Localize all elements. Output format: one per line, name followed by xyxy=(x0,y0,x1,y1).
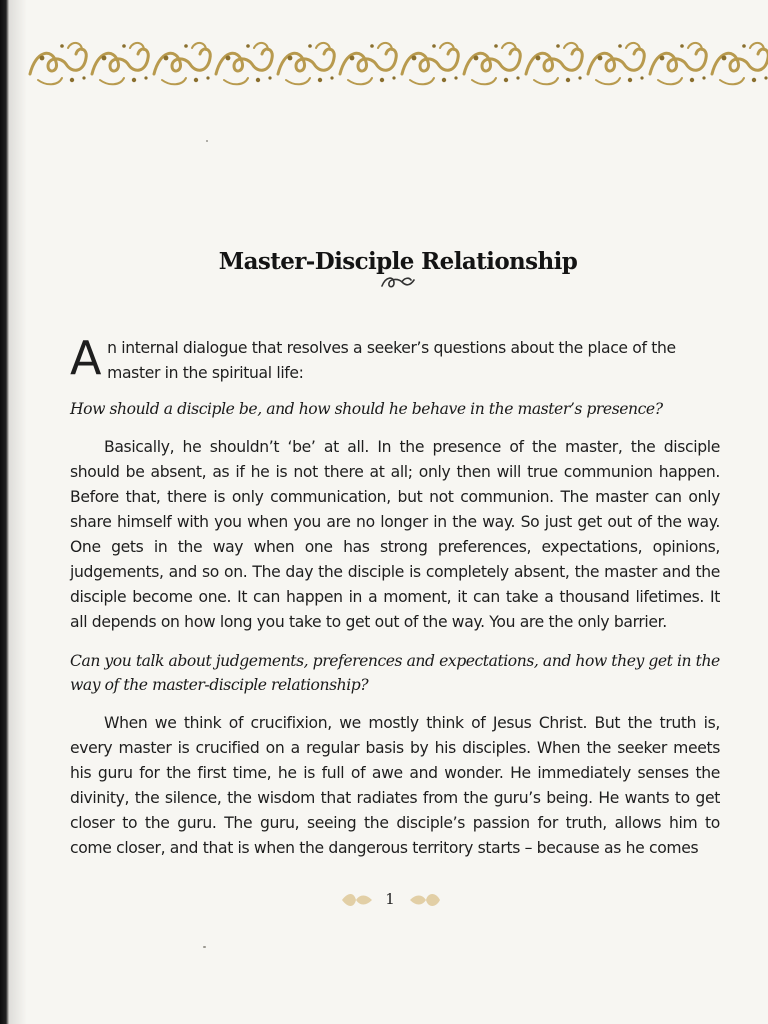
footer-right-ornament-icon xyxy=(408,890,442,910)
answer-2: When we think of crucifixion, we mostly think of Jesus Christ. But the truth is, every master is crucified on a regular basis by his disciples. When the seeker meets his guru for the first time, he is full of awe and wonder. He immediately senses the divinity, the silence, the wisdom that radiates from the guru’s being. He wants to get closer to the guru. The guru, seeing the disciple’s passion for truth, allows him to come closer, and that is when the dangerous territory starts – because as he comes xyxy=(70,714,720,857)
drop-cap: A xyxy=(70,331,102,385)
page-number: 1 xyxy=(385,890,395,908)
question-block xyxy=(70,649,720,697)
flourish-ornament-icon xyxy=(378,274,418,292)
page-gutter-shadow xyxy=(9,0,27,1024)
answer-block xyxy=(70,711,720,861)
intro-text: n internal dialogue that resolves a seeker’s questions about the place of the master in the spiritual life: xyxy=(107,339,676,382)
paper-speck xyxy=(203,946,206,948)
page-title: Master-Disciple Relationship xyxy=(218,248,578,276)
answer-block xyxy=(70,435,720,635)
intro-paragraph xyxy=(70,331,720,386)
answer-1: Basically, he shouldn’t ‘be’ at all. In the presence of the master, the disciple should be absent, as if he is not there at all; only then will true communion happen. Before that, there is only communication, but not communion. The master can only share himself with you when you are no longer in the way. So just get out of the way. One gets in the way when one has strong preferences, expectations, opinions, judgements, and so on. The day the disciple is completely absent, the master and the disciple become one. It can happen in a moment, it can take a thousand lifetimes. It all depends on how long you take to get out of the way. You are the only barrier. xyxy=(70,438,720,631)
question-1: How should a disciple be, and how should he behave in the master’s presence? xyxy=(70,400,663,418)
paper-speck xyxy=(206,140,208,142)
question-block xyxy=(70,397,720,421)
page-binding-edge xyxy=(0,0,9,1024)
page-footer xyxy=(330,884,450,918)
filigree-border-ornament-icon xyxy=(28,36,768,92)
question-2: Can you talk about judgements, preferences and expectations, and how they get in the way of the master-disciple relationship? xyxy=(70,652,720,694)
